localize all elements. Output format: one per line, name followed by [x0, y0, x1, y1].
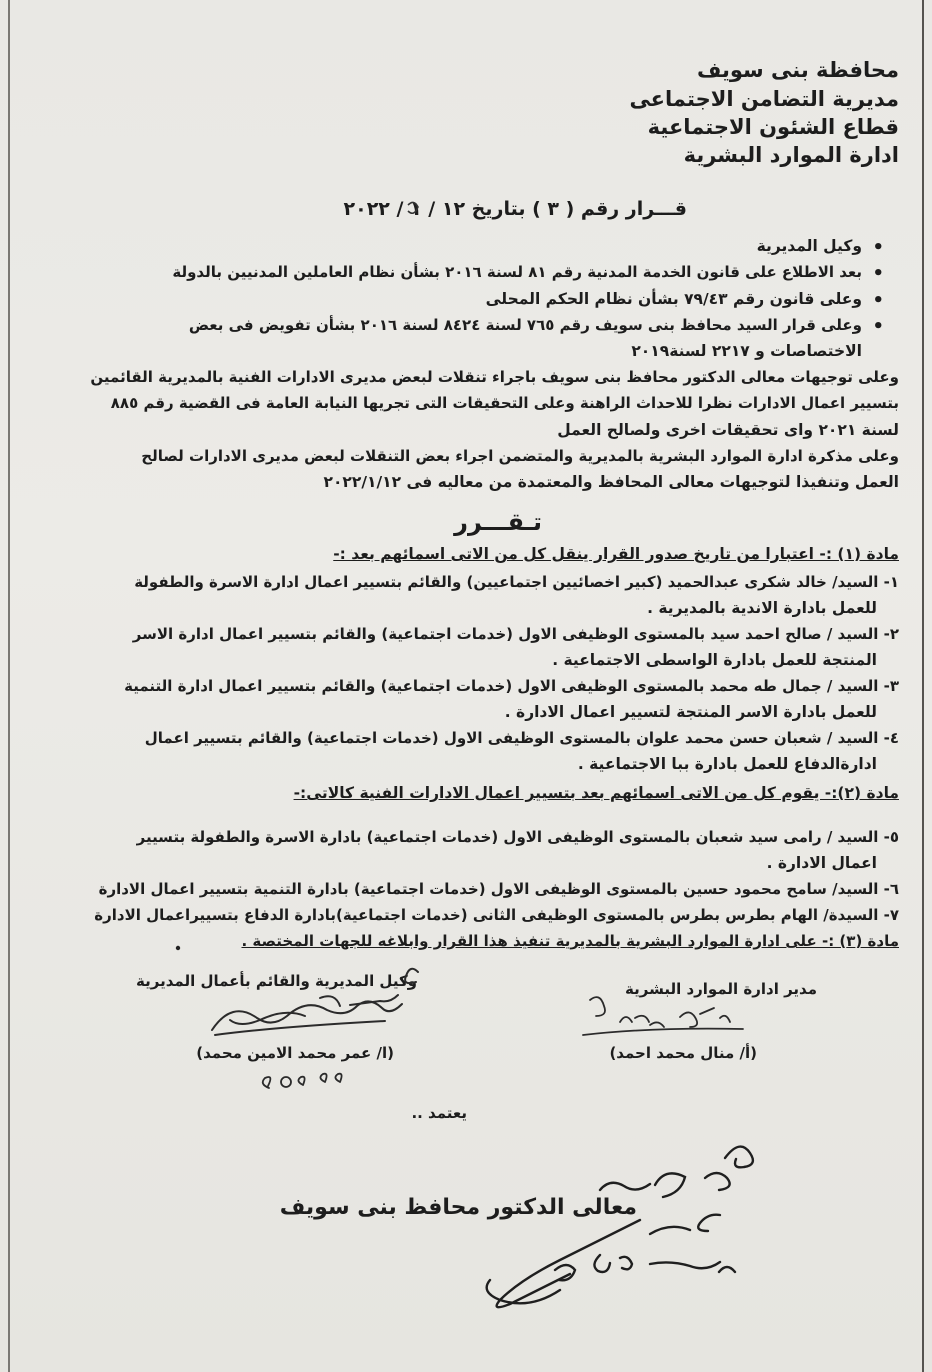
- article1-item-3-line-1: ٣- السيد / جمال طه محمد بالمستوى الوظيفى الاول (خدمات اجتماعية) والقائم بتسيير اعمال ادارة التنمية: [124, 677, 899, 695]
- decides-heading: تـقـــرر: [454, 508, 542, 536]
- article2-item-5-line-2: اعمال الادارة .: [766, 854, 877, 872]
- header-governorate: محافظة بنى سويف: [696, 58, 899, 82]
- article1-heading: مادة (١) :- اعتبارا من تاريخ صدور القرار ينقل كل من الاتى اسمائهم بعد :-: [333, 545, 899, 563]
- header-sector: قطاع الشئون الاجتماعية: [647, 115, 899, 139]
- article1-item-4-line-1: ٤- السيد / شعبان حسن محمد علوان بالمستوى الوظيفى الاول (خدمات اجتماعية) والقائم بتسيير اعمال: [144, 729, 899, 747]
- article1-item-3-line-2: للعمل بادارة الاسر المنتجة لتسيير اعمال الادارة .: [504, 703, 877, 721]
- para1-line-1: وعلى توجيهات معالى الدكتور محافظ بنى سويف باجراء تنقلات لبعض مديرى الادارات الفنية بالمديرية القائمين: [90, 368, 899, 386]
- article1-item-2-line-1: ٢- السيد / صالح احمد سيد بالمستوى الوظيفى الاول (خدمات اجتماعية) والقائم بتسيير اعمال ادارة الاسر: [132, 625, 899, 643]
- ink-dot: [176, 946, 180, 950]
- article1-item-2-line-2: المنتجة للعمل بادارة الواسطى الاجتماعية .: [552, 651, 877, 669]
- preamble-bullet-1: وكيل المديرية •: [757, 239, 862, 255]
- preamble-bullet-3: وعلى قانون رقم ٧٩/٤٣ بشأن نظام الحكم المحلى •: [486, 292, 862, 308]
- para1-line-2: بتسيير اعمال الادارات نظرا للاحداث الراهنة وعلى التحقيقات التى تجريها النيابة العامة فى القضية رقم ٨٨٥: [110, 394, 899, 412]
- decision-title: قـــرار رقم ( ٣ ) بتاريخ ١٢ / ١ / ٢٠٢٢: [343, 198, 687, 220]
- signature-right-scribble: [583, 997, 743, 1035]
- article1-item-4-line-2: ادارةالدفاع للعمل بادارة ببا الاجتماعية .: [577, 755, 877, 773]
- para2-line-1: وعلى مذكرة ادارة الموارد البشرية بالمديرية والمتضمن اجراء بعض التنقلات لبعض مديرى الادارات لصالح: [141, 447, 899, 465]
- article2-item-5-line-1: ٥- السيد / رامى سيد شعبان بالمستوى الوظيفى الاول (خدمات اجتماعية) بادارة الاسرة والطفولة بتسيير: [136, 828, 899, 846]
- article2-heading: مادة (٢):- يقوم كل من الاتى اسمائهم بعد بتسيير اعمال الادارات الفنية كالاتى:-: [293, 784, 899, 802]
- signature-left-date: [263, 1074, 342, 1088]
- signature-right-title: مدير ادارة الموارد البشرية: [625, 980, 817, 998]
- preamble-bullet-4-cont: الاختصاصات و ٢٢١٧ لسنة٢٠١٩: [631, 342, 862, 360]
- signature-right-name: (أ/ منال محمد احمد): [609, 1044, 757, 1062]
- signature-left-title: وكيل المديرية والقائم بأعمال المديرية: [136, 972, 417, 990]
- governor-title: معالى الدكتور محافظ بنى سويف: [279, 1195, 637, 1220]
- article1-item-1-line-2: للعمل بادارة الاندية بالمديرية .: [647, 599, 877, 617]
- governor-signature-scribble: [487, 1147, 753, 1308]
- approve-label: يعتمد ..: [411, 1104, 467, 1122]
- preamble-bullet-2: بعد الاطلاع على قانون الخدمة المدنية رقم ٨١ لسنة ٢٠١٦ بشأن نظام العاملين المدنيين بالدولة •: [142, 265, 862, 280]
- header-department: ادارة الموارد البشرية: [683, 143, 899, 167]
- preamble-bullet-4: وعلى قرار السيد محافظ بنى سويف رقم ٧٦٥ لسنة ٨٤٢٤ لسنة ٢٠١٦ بشأن تفويض فى بعض •: [189, 318, 862, 333]
- title-handwritten-number: [408, 202, 418, 213]
- article1-item-1-line-1: ١- السيد/ خالد شكرى عبدالحميد (كبير اخصائيين اجتماعيين) والقائم بتسيير اعمال ادارة الاسرة والطفولة: [134, 573, 899, 591]
- article2-item-6: ٦- السيد/ سامح محمود حسين بالمستوى الوظيفى الاول (خدمات اجتماعية) بادارة التنمية بتسيير اعمال الادارة: [98, 880, 899, 898]
- article2-item-7: ٧- السيدة/ الهام بطرس بطرس بالمستوى الوظيفى الثانى (خدمات اجتماعية)بادارة الدفاع بتسييراعمال الادارة: [94, 906, 899, 924]
- para2-line-2: العمل وتنفيذا لتوجيهات معالى المحافظ والمعتمدة من معاليه فى ٢٠٢٢/١/١٢: [323, 473, 899, 491]
- para1-line-3: لسنة ٢٠٢١ واى تحقيقات اخرى ولصالح العمل: [557, 421, 899, 439]
- signature-left-name: (ا/ عمر محمد الامين محمد): [196, 1044, 394, 1062]
- signature-left-scribble: [212, 969, 418, 1035]
- header-directorate: مديرية التضامن الاجتماعى: [629, 87, 899, 111]
- article3-heading: مادة (٣) :- على ادارة الموارد البشرية بالمديرية تنفيذ هذا القرار وابلاغه للجهات المختصة .: [241, 932, 899, 950]
